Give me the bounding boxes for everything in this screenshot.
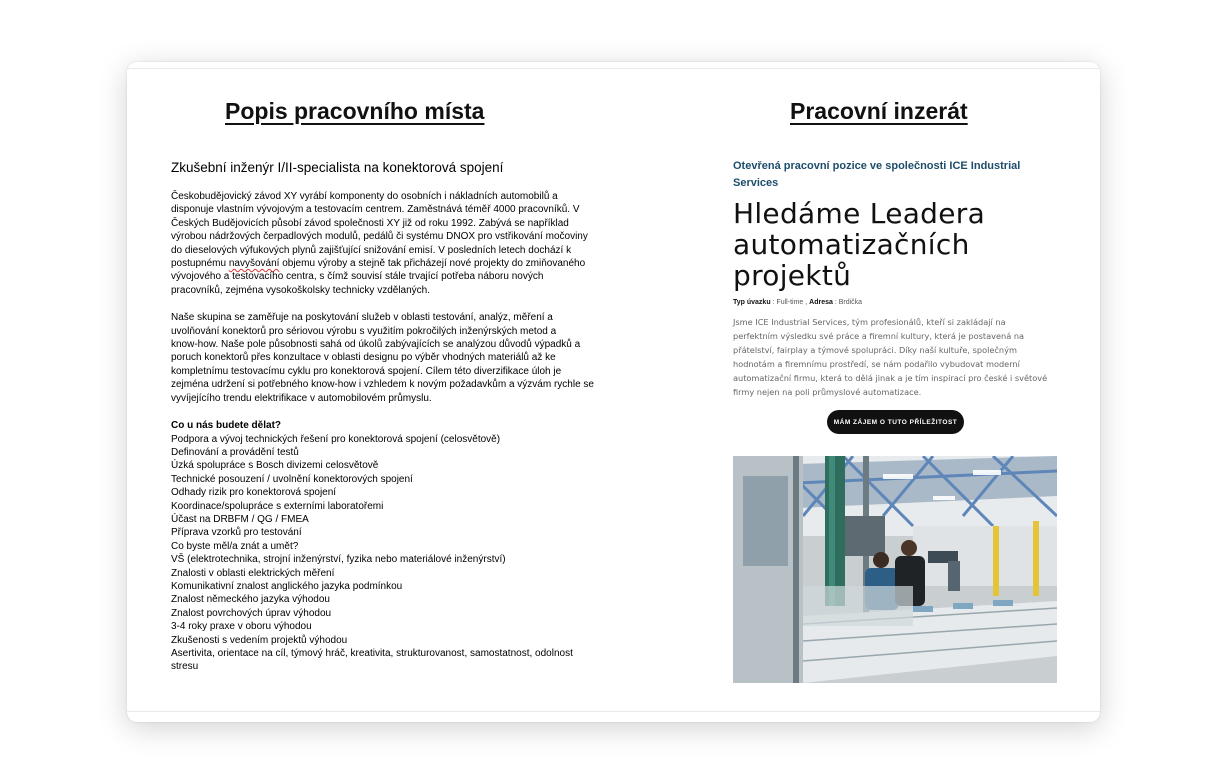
text-line: uvolňování konektorů pro sériovou výrobu s využitím pokročilých inženýrských metod a [171,325,557,337]
text-line: vyvíjejícího trendu elektrifikace v automobilovém průmyslu. [171,392,432,404]
job-description [171,160,601,674]
top-divider [127,68,1100,69]
list-item: Znalosti v oblasti elektrických měření [171,567,335,579]
job-ad [733,158,1058,434]
meta-address-label: Adresa [809,299,833,306]
list-item: Definování a provádění testů [171,446,299,458]
text-line: poruch konektorů přes konzultace v oblasti designu po výběr vhodných materiálů až ke [171,352,556,364]
text-line: know-how. Naše pole působnosti sahá od úkolů zabývajících se analýzou důvodů výpadků a [171,339,581,351]
list-item: Odhady rizik pro konektorová spojení [171,487,337,499]
text-fragment: postupnému [171,258,227,270]
description-paragraph-2 [171,311,601,405]
text-line: Naše skupina se zaměřuje na poskytování služeb v oblasti testování, analýz, měření a [171,312,553,324]
list-item: Úzká spolupráce s Bosch divizemi celosvětově [171,460,379,472]
list-item: Znalost povrchových úprav výhodou [171,607,332,619]
description-paragraph-1 [171,190,601,297]
text-line: zejména udržení si potřebného know-how i vzhledem k novým požadavkům a výzvám rychle se [171,379,594,391]
text-line: kompletnímu testovacímu cyklu pro konektorová spojení. Cílem této diverzifikace úloh je [171,365,562,377]
ad-meta [733,299,1058,306]
text-line: pracovníků, zejména vysokoškolsky technicky vzdělaných. [171,284,431,296]
list-item: Podpora a vývoj technických řešení pro konektorová spojení (celosvětově) [171,433,501,445]
meta-address-value: : Brdičkа [834,299,863,306]
text-line: do dieselových výfukových plynů zajišťující snižování emisí. V posledních letech dochází k [171,244,572,256]
duties-list [171,419,601,674]
factory-image [733,456,1057,683]
list-item: Zkušenosti s vedením projektů výhodou [171,634,348,646]
document-card [127,62,1100,722]
list-item: stresu [171,661,199,673]
apply-button[interactable]: MÁM ZÁJEM O TUTO PŘÍLEŽITOST [827,410,964,434]
text-line [171,257,601,270]
text-fragment: objemu výroby a stejně tak přicházejí nové projekty do zmiňovaného [282,258,586,270]
list-item: Asertivita, orientace na cíl, týmový hráč, kreativita, strukturovanost, samostatnost, odolnost [171,648,573,659]
ad-subtitle: Otevřená pracovní pozice ve společnosti ICE Industrial Services [733,160,1021,189]
left-heading: Popis pracovního místa [225,98,485,124]
list-item: Koordinace/spolupráce s externími laboratořemi [171,500,384,512]
meta-type-label: Typ úvazku [733,299,771,306]
list-heading: Co u nás budete dělat? [171,420,282,432]
list-item: Komunikativní znalost anglického jazyka podmínkou [171,580,403,592]
text-line: vývojového a testovacího centra, s čímž souvisí stále trvající potřeba náboru nových [171,271,544,283]
meta-type-value: : Full-time , [772,299,808,306]
right-heading: Pracovní inzerát [790,98,968,124]
list-item: Účast na DRBFM / QG / FMEA [171,513,309,525]
text-line: výrobou nádržových čerpadlových modulů, pedálů či systému DNOX pro vstřikování močoviny [171,231,588,243]
list-item: Znalost německého jazyka výhodou [171,594,330,606]
text-line: disponuje vlastním vývojovým a testovacím centrem. Zaměstnává téměř 4000 pracovníků. V [171,204,580,216]
list-item: Technické posouzení / uvolnění konektorových spojení [171,473,413,485]
list-item: Co byste měl/a znát a umět? [171,540,299,552]
list-item: 3-4 roky praxe v oboru výhodou [171,621,312,633]
list-item: Příprava vzorků pro testování [171,527,302,539]
spellcheck-word: navyšování [228,258,280,270]
ad-description: Jsme ICE Industrial Services, tým profesionálů, kteří si zakládají na perfektním výsledku své práce a firemní kultury, která je postavená na přátelství, fairplay a týmové spolupráci. Díky naší kultuře, společným hodnotám a firemnímu prostředí, se nám podařilo vybudovat moderní automatizační firmu, která to dělá jinak a je tím inspirací pro české i světové firmy nejen na poli průmyslové automatizace. [733,317,1048,397]
job-description-title: Zkušební inženýr I/II-specialista na konektorová spojení [171,160,504,175]
list-item: VŠ (elektrotechnika, strojní inženýrství, fyzika nebo materiálové inženýrství) [171,554,506,566]
bottom-divider [127,711,1100,712]
text-line: Českých Budějovicích působí závod společnosti XY již od roku 1992. Zabývá se například [171,217,569,229]
factory-photo [733,456,1057,683]
ad-title: Hledáme Leadera automatizačních projektů [733,197,986,292]
text-line: Českobudějovický závod XY vyrábí komponenty do osobních i nákladních automobilů a [171,191,558,202]
